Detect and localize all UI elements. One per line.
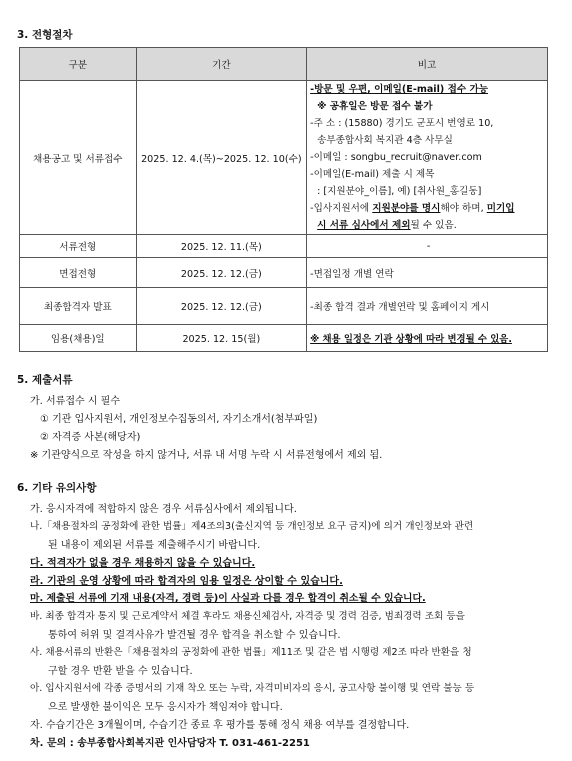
doc-line: 가. 서류접수 시 필수 xyxy=(30,396,120,407)
doc-line: 사. 채용서류의 반환은「채용절차의 공정화에 관한 법률」제11조 및 같은 법 시행령 제2조 따라 반환을 청 xyxy=(30,647,472,658)
remark-emphasis: 지원분야를 명시 xyxy=(372,203,441,214)
remark-line: -이메일 : songbu_recruit@naver.com xyxy=(310,152,482,163)
contact-line: 차. 문의 : 송부종합사회복지관 인사담당자 T. 031-461-2251 xyxy=(30,738,310,749)
cell-period: 2025. 12. 4.(목)~2025. 12. 10(수) xyxy=(136,81,307,235)
table-header-row xyxy=(20,48,548,81)
header-remark: 비고 xyxy=(307,48,548,81)
cell-period: 2025. 12. 15(월) xyxy=(136,325,307,352)
doc-line: 가. 응시자격에 적합하지 않은 경우 서류심사에서 제외됩니다. xyxy=(30,504,297,515)
remark-text: 될 수 있음. xyxy=(410,220,457,231)
doc-line: ※ 기관양식으로 작성을 하지 않거나, 서류 내 서명 누락 시 서류전형에서 제외 됨. xyxy=(30,450,383,461)
cell-period: 2025. 12. 12.(금) xyxy=(136,288,307,325)
doc-line: 마. 제출된 서류에 기재 내용(자격, 경력 등)이 사실과 다를 경우 합격이 취소될 수 있습니다. xyxy=(30,593,426,604)
cell-category: 채용공고 및 서류접수 xyxy=(20,81,137,235)
cell-remark xyxy=(307,81,548,235)
doc-line: ① 기관 입사지원서, 개인정보수집동의서, 자기소개서(첨부파일) xyxy=(40,414,318,425)
selection-process-table xyxy=(19,47,548,352)
doc-line: 자. 수습기간은 3개월이며, 수습기간 종료 후 평가를 통해 정식 채용 여부를 결정합니다. xyxy=(30,720,410,731)
doc-line: 으로 발생한 불이익은 모두 응시자가 책임져야 합니다. xyxy=(48,702,283,713)
section-5-title: 5. 제출서류 xyxy=(17,374,73,386)
remark-line: ※ 공휴일은 방문 접수 불가 xyxy=(317,101,433,112)
table-row xyxy=(20,325,548,352)
cell-category: 서류전형 xyxy=(20,235,137,258)
table-row xyxy=(20,258,548,288)
header-category: 구분 xyxy=(20,48,137,81)
cell-remark: ※ 채용 일정은 기관 상황에 따라 변경될 수 있음. xyxy=(307,325,548,352)
cell-remark: -최종 합격 결과 개별연락 및 홈페이지 게시 xyxy=(307,288,548,325)
doc-line: 라. 기관의 운영 상황에 따라 합격자의 임용 일정은 상이할 수 있습니다. xyxy=(30,576,343,587)
cell-category: 면접전형 xyxy=(20,258,137,288)
remark-line xyxy=(310,200,547,217)
remark-emphasis: 미기입 xyxy=(486,203,515,214)
table-row xyxy=(20,288,548,325)
remark-line: : [지원분야_이름], 예) [취사원_홍길동] xyxy=(317,186,482,197)
cell-remark: -면접일정 개별 연락 xyxy=(307,258,548,288)
cell-category: 최종합격자 발표 xyxy=(20,288,137,325)
doc-line: 바. 최종 합격자 통지 및 근로계약서 체결 후라도 채용신체검사, 자격증 및 경력 검증, 범죄경력 조회 등을 xyxy=(30,611,465,622)
remark-line: -주 소 : (15880) 경기도 군포시 번영로 10, xyxy=(310,118,494,129)
cell-period: 2025. 12. 12.(금) xyxy=(136,258,307,288)
cell-period: 2025. 12. 11.(목) xyxy=(136,235,307,258)
table-row xyxy=(20,81,548,235)
doc-line: ② 자격증 사본(해당자) xyxy=(40,432,141,443)
doc-line: 아. 입사지원서에 각종 증명서의 기재 착오 또는 누락, 자격미비자의 응시, 공고사항 불이행 및 연락 불능 등 xyxy=(30,683,475,694)
remark-line xyxy=(310,217,547,234)
remark-text: -입사지원서에 xyxy=(310,203,373,214)
remark-emphasis: 시 서류 심사에서 제외 xyxy=(317,220,411,231)
doc-line: 통하여 허위 및 결격사유가 발견될 경우 합격을 취소할 수 있습니다. xyxy=(48,630,341,641)
doc-line: 된 내용이 제외된 서류를 제출해주시기 바랍니다. xyxy=(48,540,261,551)
header-period: 기간 xyxy=(136,48,307,81)
section-6-title: 6. 기타 유의사항 xyxy=(17,482,97,494)
remark-text: 해야 하며, xyxy=(440,203,487,214)
cell-remark: - xyxy=(307,235,548,258)
section-3-title: 3. 전형절차 xyxy=(17,29,73,41)
remark-line: -방문 및 우편, 이메일(E-mail) 접수 가능 xyxy=(310,84,488,95)
remark-line: -이메일(E-mail) 제출 시 제목 xyxy=(310,169,435,180)
table-row xyxy=(20,235,548,258)
doc-line: 구할 경우 반환 받을 수 있습니다. xyxy=(48,666,193,677)
doc-line: 다. 적격자가 없을 경우 채용하지 않을 수 있습니다. xyxy=(30,558,256,569)
doc-line: 나.「채용절차의 공정화에 관한 법률」제4조의3(출신지역 등 개인정보 요구 금지)에 의거 개인정보와 관련 xyxy=(30,521,474,532)
cell-category: 임용(채용)일 xyxy=(20,325,137,352)
remark-line: 송부종합사회 복지관 4층 사무실 xyxy=(317,135,453,146)
